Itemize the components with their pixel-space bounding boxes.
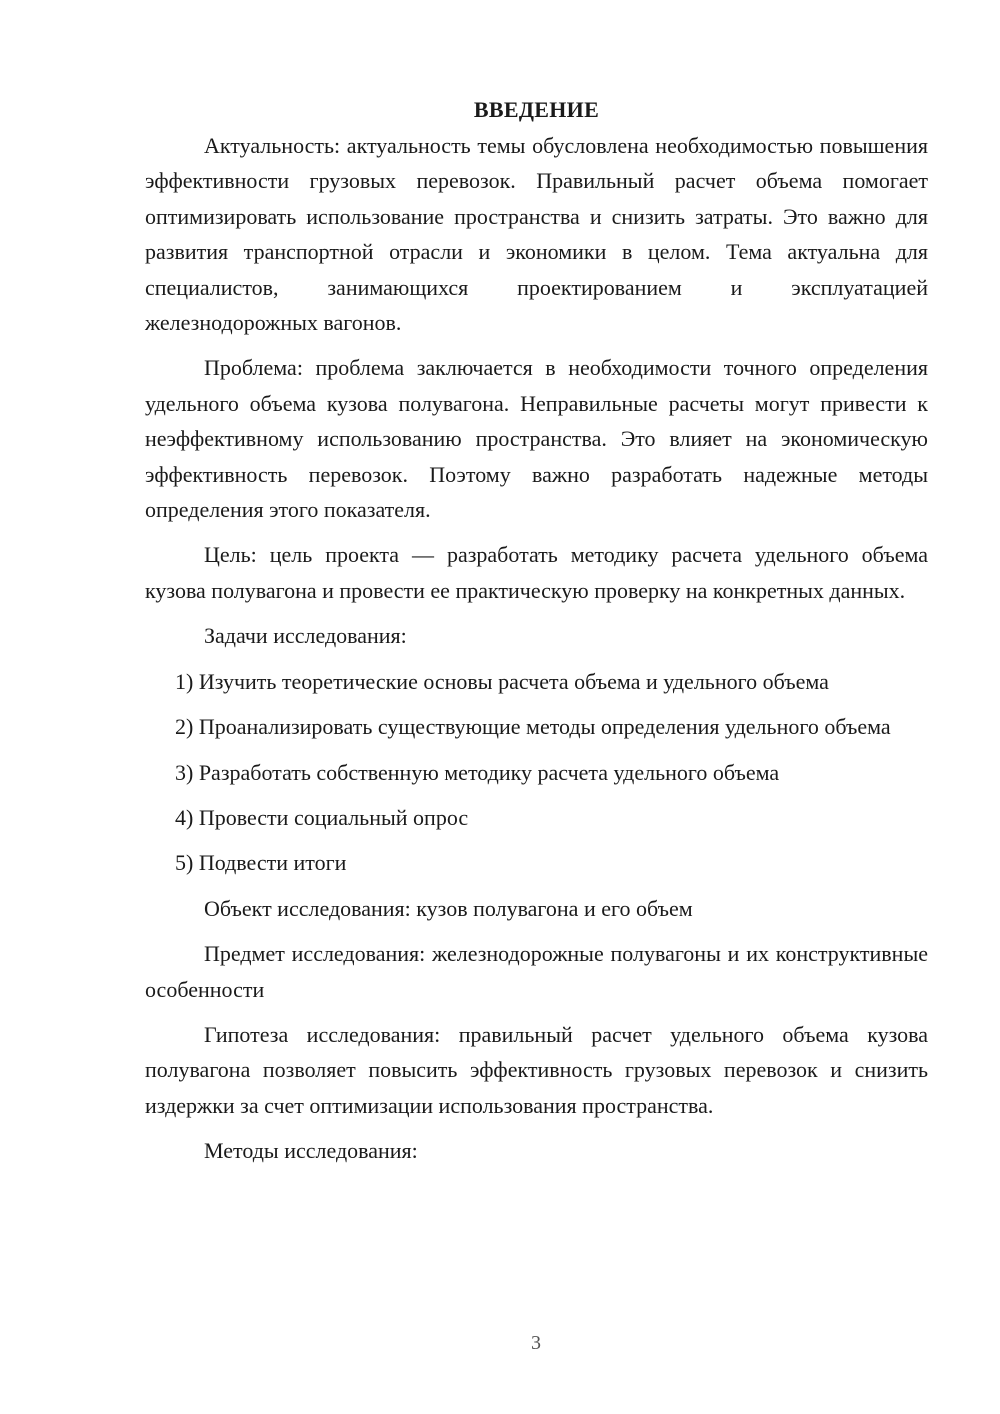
paragraph-hypothesis: Гипотеза исследования: правильный расчет удельного объема кузова полувагона позволяет повысить эффективность грузовых перевозок и снизить издержки за счет оптимизации использования пространства. [145,1021,928,1118]
paragraph-goal: Цель: цель проекта — разработать методику расчета удельного объема кузова полувагона и провести ее практическую проверку на конкретных данных. [145,542,928,603]
page-title: ВВЕДЕНИЕ [473,97,600,122]
paragraph-object: Объект исследования: кузов полувагона и его объем [204,895,693,921]
tasks-heading: Задачи исследования: [204,623,407,649]
document-page [145,92,928,1179]
methods-heading: Методы исследования: [204,1138,418,1164]
list-item: 4) Провести социальный опрос [175,804,469,830]
paragraph-subject: Предмет исследования: железнодорожные полувагоны и их конструктивные особенности [145,941,928,1002]
paragraph-relevance: Актуальность: актуальность темы обусловлена необходимостью повышения эффективности грузовых перевозок. Правильный расчет объема помогает оптимизировать использование пространства и снизить затраты. Это важно для развития транспортной отрасли и экономики в целом. Тема актуальна для специалистов, занимающихся проектированием и эксплуатацией железнодорожных вагонов. [145,133,928,336]
list-item: 2) Проанализировать существующие методы определения удельного объема [175,714,891,740]
list-item: 5) Подвести итоги [175,850,347,876]
list-item: 1) Изучить теоретические основы расчета объема и удельного объема [175,668,829,694]
list-item: 3) Разработать собственную методику расчета удельного объема [175,759,780,785]
page-number: 3 [531,1332,541,1354]
paragraph-problem: Проблема: проблема заключается в необходимости точного определения удельного объема кузова полувагона. Неправильные расчеты могут привести к неэффективному использованию пространства. Это влияет на экономическую эффективность перевозок. Поэтому важно разработать надежные методы определения этого показателя. [145,355,928,523]
